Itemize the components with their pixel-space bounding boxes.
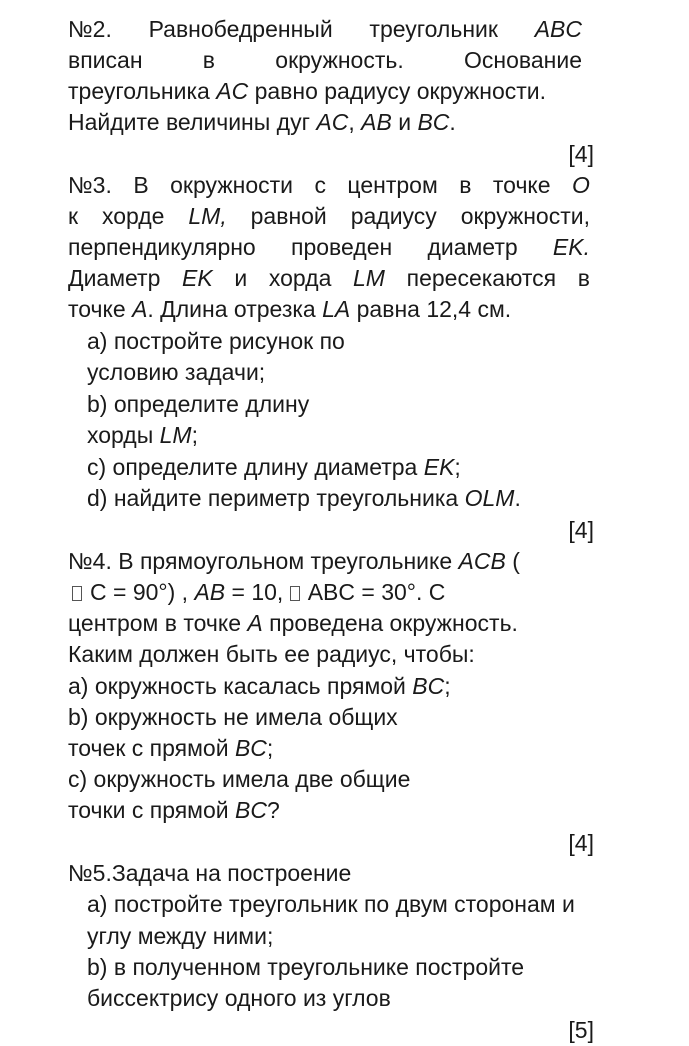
problem5-score: [5] — [568, 1017, 594, 1043]
text: C = 90°) , — [90, 579, 195, 605]
text: ; — [191, 422, 198, 448]
problem3-line1 — [68, 170, 590, 201]
problem3-item-d — [87, 483, 521, 514]
problem4-item-b-cont — [68, 733, 273, 764]
text: AB — [194, 579, 226, 605]
problem4-line2 — [72, 577, 445, 608]
text: точек с прямой — [68, 735, 235, 761]
word: Диаметр — [68, 265, 161, 291]
word: центром — [347, 172, 438, 198]
text: AC — [216, 78, 249, 104]
text: . — [449, 109, 456, 135]
problem2-line2 — [68, 45, 582, 76]
word: треугольник — [369, 16, 498, 42]
text: EK — [423, 454, 455, 480]
problem4-line3 — [68, 608, 518, 639]
text: ; — [444, 673, 451, 699]
problem5-title: №5.Задача на построение — [68, 860, 352, 886]
problem2-line3 — [68, 76, 546, 107]
problem3-number: №3. — [68, 172, 112, 198]
word: LM, — [188, 203, 227, 229]
text: LA — [322, 296, 351, 322]
word: к — [68, 203, 79, 229]
text: ? — [266, 797, 280, 823]
word: Равнобедренный — [148, 16, 333, 42]
text: равна 12,4 см. — [350, 296, 512, 322]
word: Основание — [464, 47, 582, 73]
text: треугольника — [68, 78, 217, 104]
problem4-item-b: b) окружность не имела общих — [68, 704, 398, 730]
word: точке — [492, 172, 551, 198]
word: LM — [353, 265, 385, 291]
text: ABC = 30°. С — [307, 579, 446, 605]
word: вписан — [68, 47, 143, 73]
problem3-item-b-cont — [87, 420, 198, 451]
word: O — [572, 172, 590, 198]
text: BC — [412, 673, 445, 699]
word: и — [234, 265, 248, 291]
text: точке — [68, 296, 133, 322]
problem3-line4 — [68, 263, 590, 294]
text: A — [247, 610, 263, 636]
problem3-item-a: a) постройте рисунок по — [87, 328, 345, 354]
text: равно радиусу окружности. — [248, 78, 547, 104]
word: ABC — [534, 16, 582, 42]
text: BC — [417, 109, 450, 135]
word: EK. — [552, 234, 590, 260]
text: Найдите величины дуг — [68, 109, 317, 135]
text: ACB — [458, 548, 506, 574]
word: в — [459, 172, 472, 198]
angle-symbol-icon — [72, 586, 82, 601]
word: проведен — [290, 234, 393, 260]
problem3-item-b: b) определите длину — [87, 391, 310, 417]
angle-symbol-icon — [290, 586, 300, 601]
problem5-item-a-cont: углу между ними; — [87, 923, 274, 949]
text: BC — [235, 797, 267, 823]
problem4-score: [4] — [568, 830, 594, 856]
word: окружности, — [460, 203, 590, 229]
problem3-line3 — [68, 232, 590, 263]
text: хорды — [87, 422, 160, 448]
text: ; — [454, 454, 461, 480]
word: в — [577, 265, 590, 291]
word: с — [314, 172, 326, 198]
text: LM — [159, 422, 192, 448]
problem3-line2 — [68, 201, 590, 232]
text: и — [391, 109, 418, 135]
word: окружность. — [275, 47, 404, 73]
text: A — [132, 296, 148, 322]
word: диаметр — [427, 234, 518, 260]
problem5-item-b-cont: биссектрису одного из углов — [87, 985, 391, 1011]
problem3-line5 — [68, 294, 511, 325]
problem4-line4: Каким должен быть ее радиус, чтобы: — [68, 641, 475, 667]
word: хорда — [268, 265, 332, 291]
word: хорде — [101, 203, 165, 229]
text: ; — [266, 735, 274, 761]
word: В — [133, 172, 149, 198]
word: пересекаются — [406, 265, 557, 291]
text: BC — [234, 735, 267, 761]
text: . Длина отрезка — [147, 296, 323, 322]
problem5-item-a: a) постройте треугольник по двум сторонам и — [87, 891, 575, 917]
text: c) определите длину диаметра — [87, 454, 424, 480]
problem4-item-c: c) окружность имела две общие — [68, 766, 411, 792]
text: . — [514, 485, 521, 511]
word: в — [202, 47, 216, 73]
problem4-item-c-cont — [68, 795, 280, 826]
text: центром в точке — [68, 610, 248, 636]
problem5-item-b: b) в полученном треугольнике постройте — [87, 954, 525, 980]
text: проведена окружность. — [262, 610, 518, 636]
text: d) найдите периметр треугольника — [87, 485, 465, 511]
problem2-line1 — [68, 14, 582, 45]
problem2-score: [4] — [568, 141, 594, 167]
text: №4. В прямоугольном треугольнике — [68, 548, 459, 574]
problem2-line4 — [68, 107, 456, 138]
word: перпендикулярно — [68, 234, 256, 260]
text: ( — [505, 548, 520, 574]
word: равной — [250, 203, 327, 229]
problem3-item-a-cont: условию задачи; — [87, 359, 266, 385]
text: a) окружность касалась прямой — [68, 673, 413, 699]
text: AC — [316, 109, 349, 135]
problem4-item-a — [68, 671, 451, 702]
problem3-score: [4] — [568, 517, 594, 543]
word: окружности — [170, 172, 294, 198]
text: , — [348, 109, 362, 135]
text: AB — [361, 109, 392, 135]
word: EK — [182, 265, 213, 291]
text: OLM — [464, 485, 515, 511]
problem2-number: №2. — [68, 16, 112, 42]
text: = 10, — [225, 579, 290, 605]
problem4-line1 — [68, 546, 520, 577]
word: радиусу — [350, 203, 437, 229]
text: точки с прямой — [68, 797, 236, 823]
problem3-item-c — [87, 452, 461, 483]
